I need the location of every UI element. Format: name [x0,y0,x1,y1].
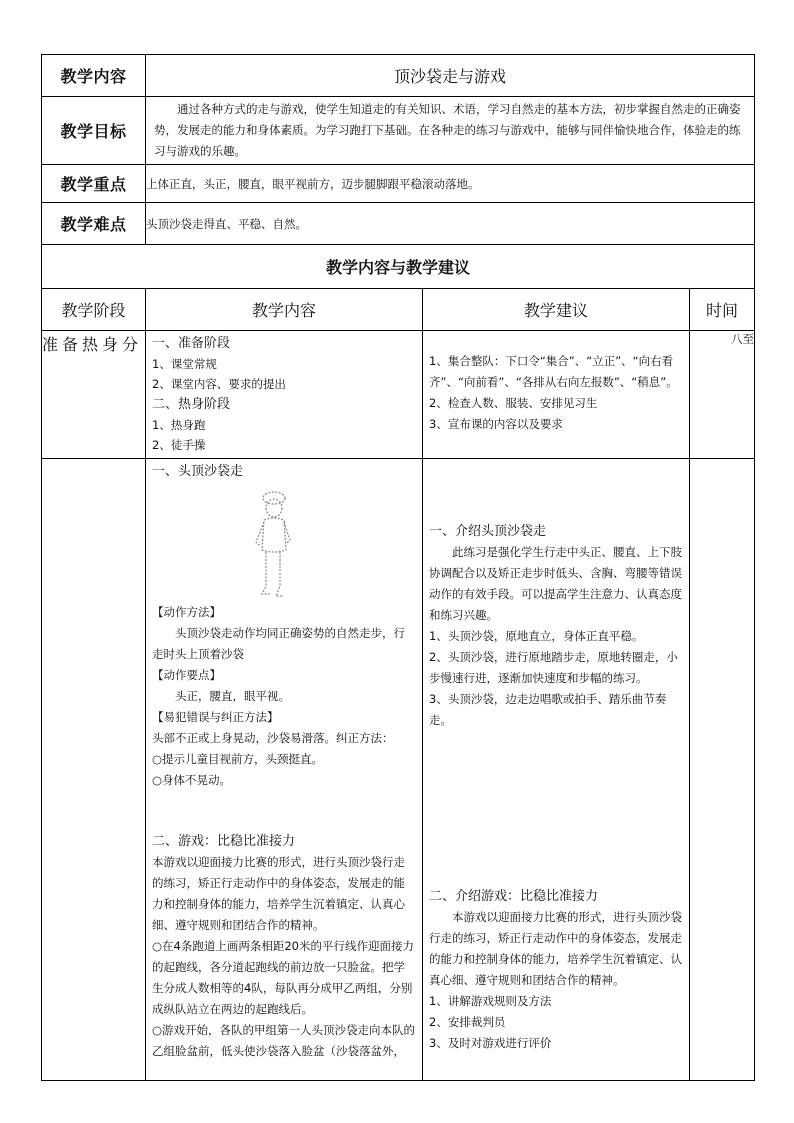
child-figure-icon [252,486,312,606]
game-paragraph: 本游戏以迎面接力比赛的形式，进行头顶沙袋行走的练习，矫正行走动作中的身体姿态，发展走的能力和控制身体的能力，培养学生沉着镇定、认真心细、遵守规则和团结合作的精神。 [152,855,405,932]
warmup-advice: 3、宣布课的内容以及要求 [429,417,563,431]
main-title-2: 二、游戏：比稳比准接力 [152,834,296,849]
advice-paragraph: 此练习是强化学生行走中头正、腰直、上下肢协调配合以及矫正走步时低头、含胸、弯腰等错误动作的有效手段。可以提高学生注意力、认真态度和练习兴趣。 [429,545,682,622]
label-content: 教学内容 [42,55,146,97]
advice-paragraph: 本游戏以迎面接力比赛的形式，进行头顶沙袋行走的练习，矫正行走动作中的身体姿态，发展走的能力和控制身体的能力，培养学生沉着镇定、认真心细、遵守规则和团结合作的精神。 [429,910,682,987]
value-key: 上体正直，头正，腰直，眼平视前方，迈步腿脚跟平稳滚动落地。 [146,165,755,203]
method-heading: 【动作方法】 [152,605,221,619]
key-heading: 【动作要点】 [152,668,221,682]
warmup-advice: 1、集合整队：下口令“集合”、“立正”、“向右看齐”、“向前看”、“各排从右向左报数”、“稍息”。 [429,354,678,389]
method-text: 头顶沙袋走动作均同正确姿势的自然走步，行走时头上顶着沙袋 [152,626,405,661]
row-difficulty [42,203,755,245]
advice-step: 3、头顶沙袋，边走边唱歌或拍手、踏乐曲节奏走。 [429,692,667,727]
warmup-item: 2、徒手操 [152,438,206,452]
advice-title-2: 二、介绍游戏：比稳比准接力 [429,889,599,904]
warmup-time: 八至 [690,331,755,459]
value-difficulty: 头顶沙袋走得直、平稳、自然。 [146,203,755,245]
row-stage-warmup [42,331,755,459]
error-heading: 【易犯错误与纠正方法】 [152,710,279,724]
warmup-advice: 2、检查人数、服装、安排见习生 [429,396,598,410]
col-header-advice: 教学建议 [423,289,690,331]
col-header-content: 教学内容 [146,289,423,331]
row-section-title [42,245,755,289]
advice-step: 2、头顶沙袋，进行原地踏步走，原地转圈走，小步慢速行进，逐渐加快速度和步幅的练习。 [429,650,678,685]
game-paragraph: ○游戏开始，各队的甲组第一人头顶沙袋走向本队的乙组脸盆前，低头使沙袋落入脸盆（沙袋落盆外， [152,1023,416,1058]
value-goal: 通过各种方式的走与游戏，使学生知道走的有关知识、术语，学习自然走的基本方法，初步掌握自然走的正确姿势，发展走的能力和身体素质。为学习跑打下基础。在各种走的练习与游戏中，能够与同伴愉快地合作，体验走的练习与游戏的乐趣。 [154,102,741,158]
row-column-headers [42,289,755,331]
row-key [42,165,755,203]
fix-item: ○身体不晃动。 [152,773,232,787]
col-header-stage: 教学阶段 [42,289,146,331]
error-text: 头部不正或上身晃动，沙袋易滑落。纠正方法： [152,731,394,745]
value-content: 顶沙袋走与游戏 [146,55,755,97]
row-goal [42,97,755,165]
stage-warmup-name: 准备热身分 [42,331,146,459]
main-title-1: 一、头顶沙袋走 [152,464,244,479]
fix-item: ○提示儿童目视前方，头颈挺直。 [152,752,324,766]
warmup-item: 一、准备阶段 [152,336,231,351]
main-time [690,459,755,1081]
warmup-item: 二、热身阶段 [152,397,231,412]
label-key: 教学重点 [42,165,146,203]
section-title: 教学内容与教学建议 [42,245,755,289]
warmup-item: 2、课堂内容、要求的提出 [152,377,286,391]
key-text: 头正，腰直，眼平视。 [175,689,290,703]
label-goal: 教学目标 [42,97,146,165]
advice-title-1: 一、介绍头顶沙袋走 [429,524,547,539]
col-header-time: 时间 [690,289,755,331]
advice-step: 1、头顶沙袋，原地直立，身体正直平稳。 [429,629,644,643]
lesson-plan-table [41,54,755,1081]
game-paragraph: ○在4条跑道上画两条相距20米的平行线作迎面接力的起跑线，各分道起跑线的前边放一只脸盆。把学生分成人数相等的4队，每队再分成甲乙两组，分别成纵队站立在两边的起跑线后。 [152,939,414,1016]
row-content [42,55,755,97]
warmup-item: 1、课堂常规 [152,357,217,371]
stage-main-name [42,459,146,1081]
advice-step: 3、及时对游戏进行评价 [429,1036,552,1050]
advice-step: 2、安排裁判员 [429,1015,506,1029]
child-figure-illustration [152,482,416,602]
row-stage-main [42,459,755,1081]
label-difficulty: 教学难点 [42,203,146,245]
warmup-item: 1、热身跑 [152,418,206,432]
advice-step: 1、讲解游戏规则及方法 [429,994,552,1008]
